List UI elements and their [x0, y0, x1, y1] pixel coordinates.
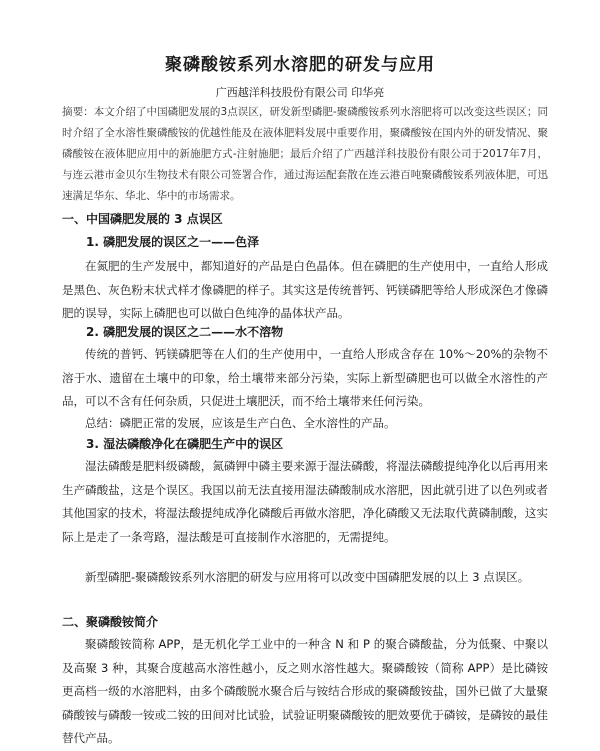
section-2-paragraph: 聚磷酸铵简称 APP，是无机化学工业中的一种含 N 和 P 的聚合磷酸盐，分为低聚、中聚以及高聚 3 种，其聚合度越高水溶性越小，反之则水溶性越大。聚磷酸铵（简称 APP）是比磷铵更高档一级的水溶肥料，由多个磷酸脱水聚合后与铵结合形成的聚磷酸铵盐，国外已做了大量聚磷酸铵与磷酸一铵或二铵的田间对比试验，试验证明聚磷酸铵的肥效要优于磷铵，是磷铵的最佳替代产品。 — [62, 637, 548, 745]
section-1-heading: 一、中国磷肥发展的 3 点误区 — [62, 212, 223, 226]
section-1-conclusion: 新型磷肥-聚磷酸铵系列水溶肥的研发与应用将可以改变中国磷肥发展的以上 3 点误区。 — [85, 570, 530, 584]
document-title: 聚磷酸铵系列水溶肥的研发与应用 — [165, 55, 435, 75]
section-1-1-paragraph: 在氮肥的生产发展中，都知道好的产品是白色晶体。但在磷肥的生产使用中，一直给人形成是黑色、灰色粉末状式样才像磷肥的样子。其实这是传统普钙、钙镁磷肥等给人形成深色才像磷肥的误导，实际上磷肥也可以做白色纯净的晶体状产品。 — [62, 259, 548, 320]
section-2-heading: 二、聚磷酸铵简介 — [62, 615, 159, 629]
section-1-1-heading: 1. 磷肥发展的误区之一——色泽 — [86, 235, 260, 249]
section-1-3-heading: 3. 湿法磷酸净化在磷肥生产中的误区 — [86, 437, 284, 451]
author-line: 广西越洋科技股份有限公司 印华亮 — [215, 86, 385, 99]
section-1-2-heading: 2. 磷肥发展的误区之二——水不溶物 — [86, 325, 284, 339]
section-1-2-summary: 总结：磷肥正常的发展，应该是生产白色、全水溶性的产品。 — [85, 416, 396, 430]
section-1-3-paragraph: 湿法磷酸是肥料级磷酸，氮磷钾中磷主要来源于湿法磷酸，将湿法磷酸提纯净化以后再用来生产磷酸盐，这是个误区。我国以前无法直接用湿法磷酸制成水溶肥，因此就引进了以色列或者其他国家的技术，将湿法酸提纯成净化磷酸后再做水溶肥，净化磷酸又无法取代黄磷制酸，这实际上是走了一条弯路，湿法酸是可直接制作水溶肥的，无需提纯。 — [62, 459, 548, 544]
section-1-2-paragraph: 传统的普钙、钙镁磷肥等在人们的生产使用中，一直给人形成含存在 10%～20%的杂物不溶于水、遗留在土壤中的印象，给土壤带来部分污染，实际上新型磷肥也可以做全水溶性的产品，可以不含有任何杂质，只促进土壤肥沃，而不给土壤带来任何污染。 — [62, 347, 548, 408]
abstract-paragraph: 摘要：本文介绍了中国磷肥发展的3点误区，研发新型磷肥-聚磷酸铵系列水溶肥将可以改变这些误区；同时介绍了全水溶性聚磷酸铵的优越性能及在液体肥料发展中重要作用，聚磷酸铵在国内外的研发情况、聚磷酸铵在液体肥应用中的新施肥方式-注射施肥；最后介绍了广西越洋科技股份有限公司于2017年7月，与连云港市金贝尔生物技术有限公司签署合作，通过海运配套散在连云港百吨聚磷酸铵系列液体肥，可迅速满足华东、华北、华中的市场需求。 — [62, 106, 548, 202]
